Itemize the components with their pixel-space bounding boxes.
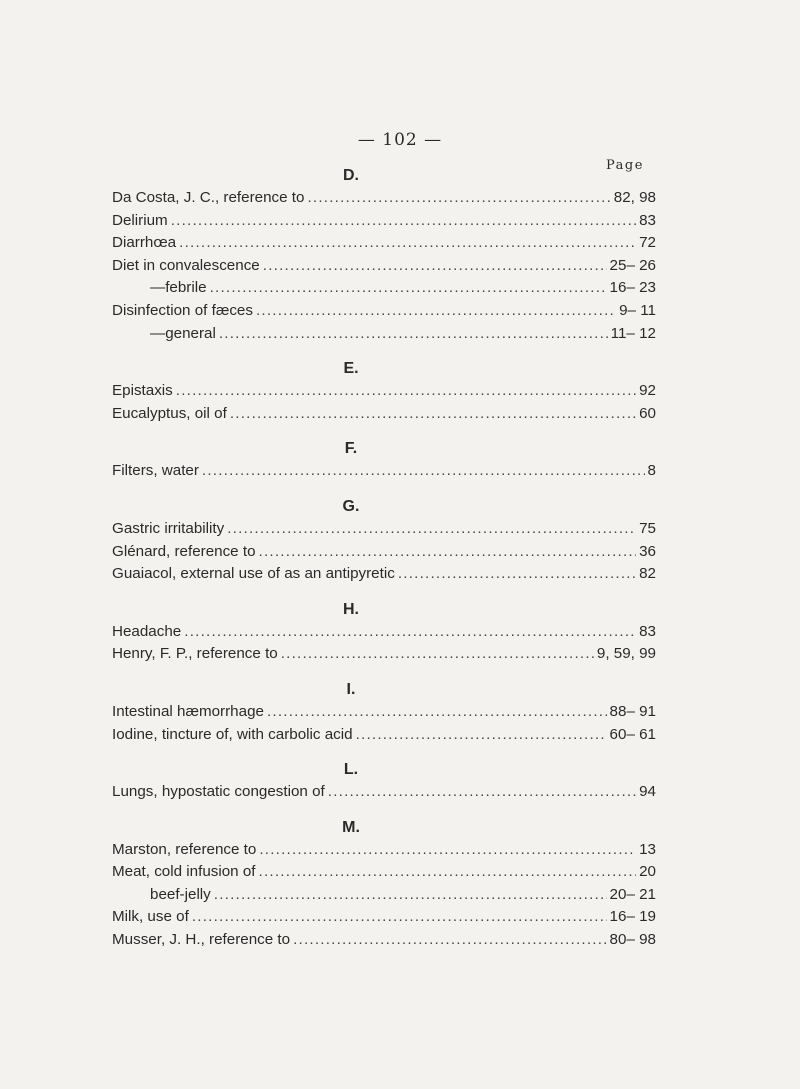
entry-pages: 36 xyxy=(639,542,656,560)
entry-pages: 60 xyxy=(639,404,656,422)
index-section xyxy=(112,439,656,483)
entry-pages: 16– 23 xyxy=(609,279,656,297)
index-entry xyxy=(112,187,656,210)
entry-pages: 11– 12 xyxy=(610,324,656,342)
dot-leader xyxy=(263,255,607,278)
entry-pages: 25– 26 xyxy=(609,256,656,274)
dot-leader xyxy=(307,187,610,210)
index-entry xyxy=(112,541,656,564)
entry-term: Iodine, tincture of, with carbolic acid xyxy=(112,725,353,743)
dot-leader xyxy=(259,839,636,862)
dot-leader xyxy=(210,277,607,300)
entry-term: Diarrhœa xyxy=(112,234,177,252)
index-section xyxy=(112,359,656,425)
entry-term: Guaiacol, external use of as an antipyretic xyxy=(112,565,395,583)
index-entry xyxy=(112,277,656,300)
entry-pages: 20– 21 xyxy=(609,885,656,903)
index-entry xyxy=(112,906,656,929)
index-entry xyxy=(112,380,656,403)
dot-leader xyxy=(230,403,636,426)
entry-pages: 83 xyxy=(639,211,656,229)
section-letter: F. xyxy=(344,440,358,458)
index-entry xyxy=(112,323,656,346)
index-section xyxy=(112,680,656,746)
section-letter: I. xyxy=(346,680,356,698)
entry-term: Epistaxis xyxy=(112,382,173,400)
entry-pages: 20 xyxy=(639,863,656,881)
dot-leader xyxy=(398,563,636,586)
index-entry xyxy=(112,403,656,426)
dot-leader xyxy=(281,643,594,666)
entry-term: —febrile xyxy=(150,279,207,297)
entry-term: Gastric irritability xyxy=(112,519,225,537)
dot-leader xyxy=(259,541,637,564)
index-entry xyxy=(112,232,656,255)
dot-leader xyxy=(202,460,645,483)
entry-pages: 80– 98 xyxy=(609,931,656,949)
index-entry xyxy=(112,884,656,907)
page-column-label: Page xyxy=(606,158,644,173)
index-entry xyxy=(112,839,656,862)
entry-term: Da Costa, J. C., reference to xyxy=(112,189,305,206)
dot-leader xyxy=(184,621,636,644)
entry-pages: 13 xyxy=(639,840,656,858)
entry-pages: 88– 91 xyxy=(609,702,656,720)
entry-term: Marston, reference to xyxy=(112,840,257,858)
entry-term: Henry, F. P., reference to xyxy=(112,645,278,663)
index-section xyxy=(112,818,656,952)
index-entry xyxy=(112,255,656,278)
index-entry xyxy=(112,563,656,586)
entry-term: Delirium xyxy=(112,211,168,229)
dot-leader xyxy=(171,210,636,233)
index-entry xyxy=(112,210,656,233)
entry-term: Lungs, hypostatic congestion of xyxy=(112,783,325,801)
index-entry xyxy=(112,781,656,804)
entry-pages: 82 xyxy=(639,565,656,583)
entry-term: Headache xyxy=(112,622,182,640)
entry-term: Diet in convalescence xyxy=(112,256,260,274)
index-entry xyxy=(112,518,656,541)
entry-pages: 9– 11 xyxy=(619,301,656,319)
dot-leader xyxy=(219,323,608,346)
index-entry xyxy=(112,929,656,952)
dot-leader xyxy=(256,300,616,323)
index-entry xyxy=(112,300,656,323)
dot-leader xyxy=(267,701,607,724)
dot-leader xyxy=(176,380,636,403)
entry-pages: 94 xyxy=(639,783,656,801)
dot-leader xyxy=(356,724,607,747)
dot-leader xyxy=(259,861,637,884)
index-entry xyxy=(112,621,656,644)
dot-leader xyxy=(328,781,636,804)
dot-leader xyxy=(214,884,607,907)
entry-term: Milk, use of xyxy=(112,908,189,926)
section-letter: D. xyxy=(343,167,359,184)
section-letter: H. xyxy=(343,600,359,618)
entry-term: Disinfection of fæces xyxy=(112,301,253,319)
index-entry xyxy=(112,701,656,724)
index-entry xyxy=(112,724,656,747)
entry-pages: 82, 98 xyxy=(613,189,656,206)
entry-pages: 9, 59, 99 xyxy=(596,645,656,663)
page-number: — 102 — xyxy=(357,130,443,150)
entry-term: Glénard, reference to xyxy=(112,542,256,560)
entry-term: Intestinal hæmorrhage xyxy=(112,702,264,720)
entry-term: Eucalyptus, oil of xyxy=(112,404,227,422)
entry-term: beef-jelly xyxy=(150,885,211,903)
section-letter: M. xyxy=(342,818,360,836)
entry-pages: 16– 19 xyxy=(609,908,656,926)
entry-pages: 60– 61 xyxy=(609,725,656,743)
entry-pages: 75 xyxy=(639,519,656,537)
entry-pages: 8 xyxy=(647,462,656,480)
index-section xyxy=(112,497,656,586)
entry-term: —general xyxy=(150,324,216,342)
index-section xyxy=(112,760,656,804)
entry-term: Meat, cold infusion of xyxy=(112,863,256,881)
entry-pages: 83 xyxy=(639,622,656,640)
section-letter: L. xyxy=(343,761,359,779)
index-section xyxy=(112,166,656,345)
dot-leader xyxy=(179,232,636,255)
section-letter: G. xyxy=(342,497,360,515)
index-entry xyxy=(112,861,656,884)
index-section xyxy=(112,600,656,666)
entry-pages: 72 xyxy=(639,234,656,252)
index-list xyxy=(112,166,656,966)
dot-leader xyxy=(293,929,606,952)
dot-leader xyxy=(192,906,607,929)
index-entry xyxy=(112,643,656,666)
entry-pages: 92 xyxy=(639,382,656,400)
entry-term: Filters, water xyxy=(112,462,199,480)
entry-term: Musser, J. H., reference to xyxy=(112,931,291,949)
index-entry xyxy=(112,460,656,483)
section-letter: E. xyxy=(343,360,359,378)
dot-leader xyxy=(227,518,636,541)
